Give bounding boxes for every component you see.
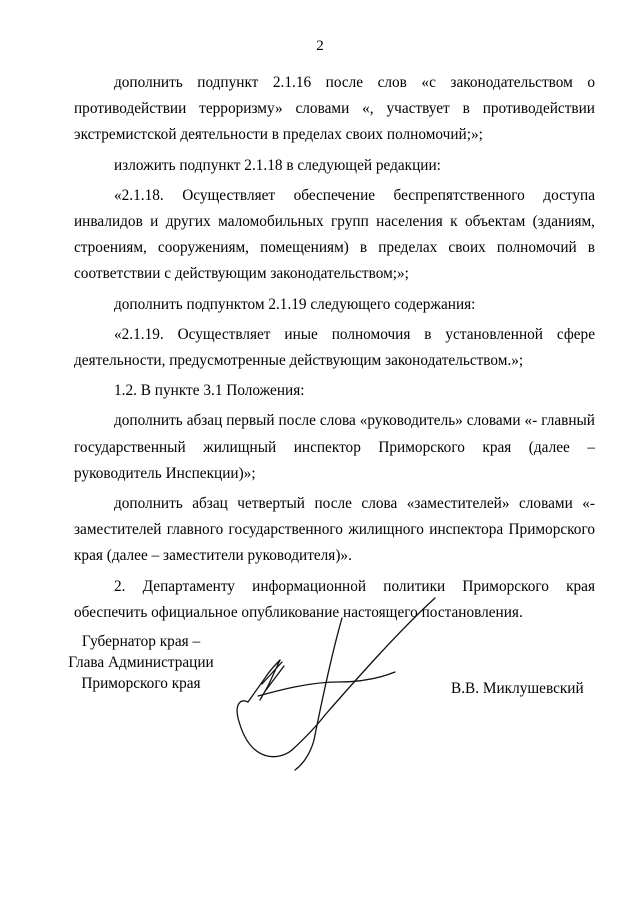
page-number: 2 — [316, 38, 324, 54]
paragraph-item-1-2: 1.2. В пункте 3.1 Положения: — [114, 382, 305, 400]
paragraph-first-abzac: дополнить абзац первый после слова «руководитель» словами «- главный государственный жилищный инспектор Приморского края (далее – руководитель Инспекции)»; — [74, 412, 595, 482]
handwritten-signature — [220, 590, 450, 790]
signatory-title-line: Губернатор края – — [81, 633, 201, 650]
paragraph-restate-2-1-18: изложить подпункт 2.1.18 в следующей редакции: — [114, 156, 441, 174]
document-body — [74, 70, 595, 630]
paragraph-add-2-1-19: дополнить подпунктом 2.1.19 следующего содержания: — [114, 295, 476, 313]
paragraph-amend-2-1-16: дополнить подпункт 2.1.16 после слов «с законодательством о противодействии терроризму» словами «, участвует в противодействии экстремистской деятельности в пределах своих полномочий;»; — [74, 74, 595, 144]
signatory-title-line: Приморского края — [81, 675, 201, 692]
paragraph-item-2: 2. Департаменту информационной политики Приморского края обеспечить официальное опубликование настоящего постановления. — [74, 577, 595, 621]
paragraph-text-2-1-18: «2.1.18. Осуществляет обеспечение беспрепятственного доступа инвалидов и других маломобильных групп населения к объектам (зданиям, строениям, сооружениям, помещениям) в пределах своих полномочий в соответствии с действующим законодательством;»; — [74, 186, 595, 283]
paragraph-text-2-1-19: «2.1.19. Осуществляет иные полномочия в установленной сфере деятельности, предусмотренные действующим законодательством.»; — [74, 325, 595, 370]
signatory-title-line: Глава Администрации — [68, 654, 214, 671]
paragraph-fourth-abzac: дополнить абзац четвертый после слова «заместителей» словами «- заместителей главного государственного жилищного инспектора Приморского края (далее – заместители руководителя)». — [74, 495, 595, 565]
signatory-title — [56, 631, 226, 694]
signatory-name: В.В. Миклушевский — [451, 680, 584, 697]
